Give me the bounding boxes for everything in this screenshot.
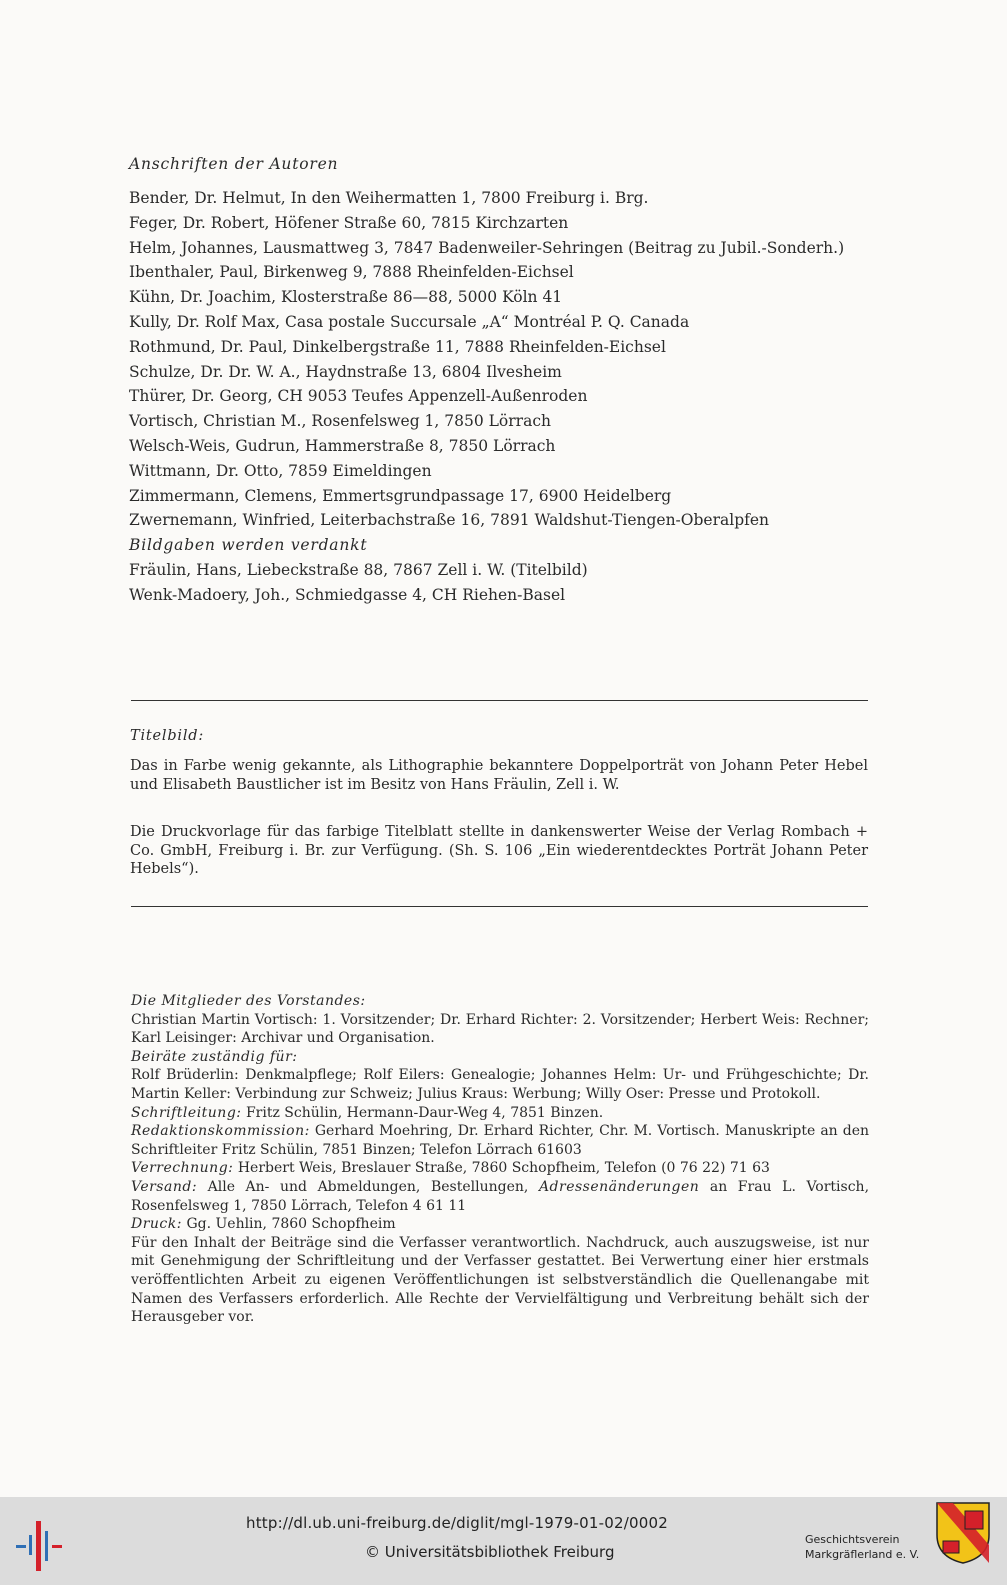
shipping-label: Versand: <box>131 1178 198 1195</box>
copyright-notice: Für den Inhalt der Beiträge sind die Verfasser verantwortlich. Nachdruck, auch auszugsweise, ist nur mit Genehmigung der Schriftleitung und der Verfasser gestattet. Bei Verwertung einer hier erstmals veröffentlichten Arbeit zu eigenen Veröffentlichungen ist selbstverständlich die Quellenangabe mit Namen des Verfassers erforderlich. Alle Rechte der Vervielfältigung und Verbreitung behält sich der Herausgeber vor. <box>131 1234 869 1326</box>
shipping-address-label: Adressenänderungen <box>538 1178 700 1195</box>
author-entry: Helm, Johannes, Lausmattweg 3, 7847 Badenweiler-Sehringen (Beitrag zu Jubil.-Sonderh.) <box>129 238 845 257</box>
print-value: Gg. Uehlin, 7860 Schopfheim <box>186 1216 396 1233</box>
footer-bar <box>0 1497 1007 1585</box>
title-image-paragraph-1: Das in Farbe wenig gekannte, als Lithographie bekanntere Doppelporträt von Johann Peter Hebel und Elisabeth Baustlicher ist im Besitz von Hans Fräulin, Zell i. W. <box>130 758 868 793</box>
title-image-paragraph-2: Die Druckvorlage für das farbige Titelblatt stellte in dankenswerter Weise der Verlag Rombach + Co. GmbH, Freiburg i. Br. zur Verfügung. (Sh. S. 106 „Ein wiederentdecktes Porträt Johann Peter Hebels“). <box>130 824 868 877</box>
board-heading: Die Mitglieder des Vorstandes: <box>131 993 366 1009</box>
author-entry: Vortisch, Christian M., Rosenfelsweg 1, 7850 Lörrach <box>129 412 551 431</box>
editor-line <box>131 1104 869 1123</box>
divider-rule <box>131 700 868 701</box>
author-entry: Zimmermann, Clemens, Emmertsgrundpassage 17, 6900 Heidelberg <box>129 486 672 505</box>
society-name-line: Markgräflerland e. V. <box>805 1548 920 1561</box>
print-line <box>131 1215 869 1234</box>
author-entry: Kully, Dr. Rolf Max, Casa postale Succursale „A“ Montréal P. Q. Canada <box>129 312 690 331</box>
author-entry: Schulze, Dr. Dr. W. A., Haydnstraße 13, 6804 Ilvesheim <box>129 362 562 381</box>
board-members: Christian Martin Vortisch: 1. Vorsitzender; Dr. Erhard Richter: 2. Vorsitzender; Herbert Weis: Rechner; Karl Leisinger: Archivar und Organisation. <box>131 1011 869 1047</box>
board-section <box>131 992 869 1327</box>
author-entry: Ibenthaler, Paul, Birkenweg 9, 7888 Rheinfelden-Eichsel <box>129 263 574 282</box>
coat-of-arms-icon <box>935 1501 991 1565</box>
author-entry: Thürer, Dr. Georg, CH 9053 Teufes Appenzell-Außenroden <box>129 387 588 406</box>
society-name <box>805 1532 919 1562</box>
committee-value: Gerhard Moehring, Dr. Erhard Richter, Chr. M. Vortisch. Manuskripte an den Schriftleiter Fritz Schülin, 7851 Binzen; Telefon Lörrach 61603 <box>131 1123 869 1158</box>
footer-copyright: © Universitätsbibliothek Freiburg <box>365 1543 615 1561</box>
divider-rule <box>131 906 868 907</box>
author-entry: Wittmann, Dr. Otto, 7859 Eimeldingen <box>129 461 432 480</box>
committee-line <box>131 1122 869 1159</box>
billing-label: Verrechnung: <box>131 1160 234 1177</box>
author-entry: Feger, Dr. Robert, Höfener Straße 60, 7815 Kirchzarten <box>129 213 569 232</box>
title-image-heading: Titelbild: <box>130 728 205 744</box>
committee-label: Redaktionskommission: <box>131 1123 310 1140</box>
author-entry: Kühn, Dr. Joachim, Klosterstraße 86—88, 5000 Köln 41 <box>129 288 563 307</box>
author-entry: Bender, Dr. Helmut, In den Weihermatten 1, 7800 Freiburg i. Brg. <box>129 189 649 207</box>
footer-url-link[interactable]: http://dl.ub.uni-freiburg.de/diglit/mgl-1979-01-02/0002 <box>246 1514 668 1532</box>
billing-line <box>131 1159 869 1178</box>
image-credit-entry: Wenk-Madoery, Joh., Schmiedgasse 4, CH Riehen-Basel <box>129 585 566 604</box>
print-label: Druck: <box>131 1216 182 1233</box>
author-entry: Welsch-Weis, Gudrun, Hammerstraße 8, 7850 Lörrach <box>129 436 556 455</box>
author-entry: Zwernemann, Winfried, Leiterbachstraße 16, 7891 Waldshut-Tiengen-Oberalpfen <box>129 511 770 530</box>
shipping-line <box>131 1178 869 1215</box>
society-name-line: Geschichtsverein <box>805 1533 900 1546</box>
shipping-value-a: Alle An- und Abmeldungen, Bestellungen, <box>207 1178 529 1195</box>
authors-list <box>129 186 889 608</box>
authors-heading: Anschriften der Autoren <box>129 155 339 173</box>
shipping-value-b: an Frau L. Vortisch, Rosenfelsweg 1, 7850 Lörrach, Telefon 4 61 11 <box>131 1178 870 1214</box>
image-credit-entry: Fräulin, Hans, Liebeckstraße 88, 7867 Zell i. W. (Titelbild) <box>129 560 588 579</box>
image-credits-heading: Bildgaben werden verdankt <box>129 536 368 555</box>
library-logo-icon <box>14 1507 66 1577</box>
billing-value: Herbert Weis, Breslauer Straße, 7860 Schopfheim, Telefon (0 76 22) 71 63 <box>237 1160 770 1177</box>
author-entry: Rothmund, Dr. Paul, Dinkelbergstraße 11, 7888 Rheinfelden-Eichsel <box>129 337 666 356</box>
advisors-heading: Beiräte zuständig für: <box>131 1048 298 1065</box>
advisors-list: Rolf Brüderlin: Denkmalpflege; Rolf Eilers: Genealogie; Johannes Helm: Ur- und Frühgeschichte; Dr. Martin Keller: Verbindung zur Schweiz; Julius Kraus: Werbung; Willy Oser: Presse und Protokoll. <box>131 1067 869 1102</box>
editor-label: Schriftleitung: <box>131 1104 242 1121</box>
editor-value: Fritz Schülin, Hermann-Daur-Weg 4, 7851 Binzen. <box>245 1104 604 1121</box>
